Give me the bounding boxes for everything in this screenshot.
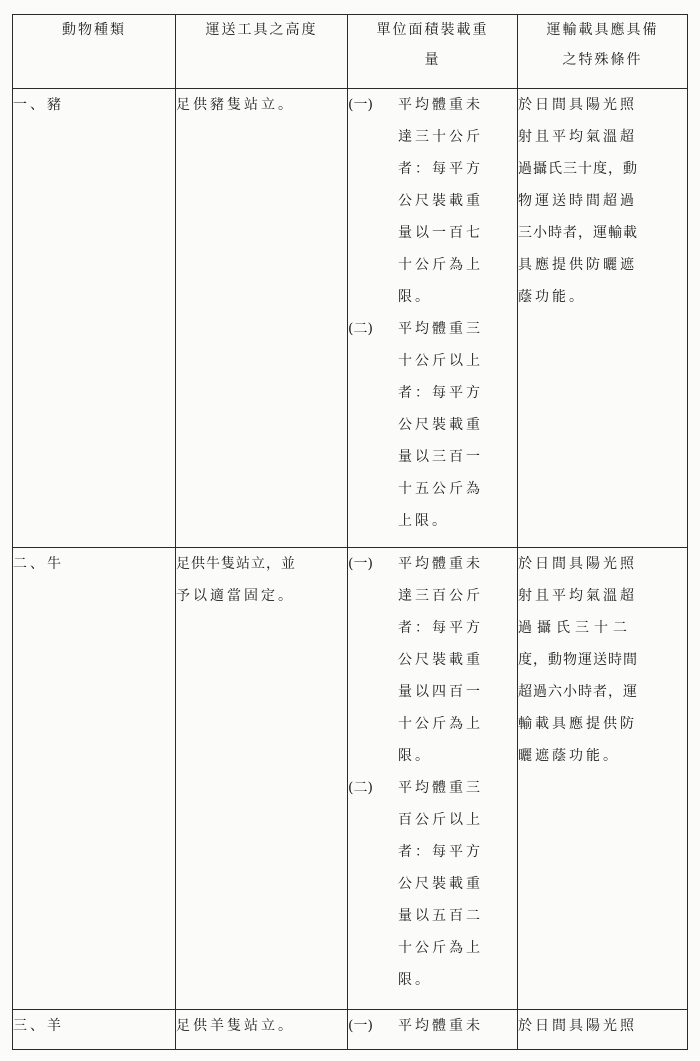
load-item: (一) 平均體重未 達三十公斤 者：每平方 公尺裝載重 量以一百七 十公斤為上 限。 — [348, 97, 483, 305]
animal-cell-sheep: 三、羊 — [13, 1010, 176, 1050]
animal-cell-cattle: 二、牛 — [13, 548, 176, 1010]
height-cell-cattle: 足供牛隻站立，並 予以適當固定。 — [176, 548, 348, 1010]
header-special-conditions: 運輸載具應具備 之特殊條件 — [518, 15, 688, 89]
table-row — [13, 1010, 688, 1050]
table-row — [13, 89, 688, 548]
conditions-cell-pig: 於日間具陽光照 射且平均氣溫超 過攝氏三十度，動 物運送時間超過 三小時者，運輸載 具應提供防曬遮 蔭功能。 — [518, 89, 688, 548]
load-cell-cattle — [348, 548, 518, 1010]
conditions-cell-cattle: 於日間具陽光照 射且平均氣溫超 過攝氏三十二 度，動物運送時間 超過六小時者，運 輸載具應提供防 曬遮蔭功能。 — [518, 548, 688, 1010]
load-item: (二) 平均體重三 百公斤以上 者：每平方 公尺裝載重 量以五百二 十公斤為上 限。 — [348, 780, 483, 988]
animal-cell-pig: 一、豬 — [13, 89, 176, 548]
header-animal-type: 動物種類 — [13, 15, 176, 89]
height-cell-sheep: 足供羊隻站立。 — [176, 1010, 348, 1050]
transport-standards-table — [12, 14, 688, 1050]
table-row — [13, 548, 688, 1010]
conditions-cell-sheep: 於日間具陽光照 — [518, 1010, 688, 1050]
header-load-per-area: 單位面積裝載重 量 — [348, 15, 518, 89]
header-vehicle-height: 運送工具之高度 — [176, 15, 348, 89]
table-header-row — [13, 15, 688, 89]
load-item: (一) 平均體重未 達三百公斤 者：每平方 公尺裝載重 量以四百一 十公斤為上 限。 — [348, 556, 483, 764]
height-cell-pig: 足供豬隻站立。 — [176, 89, 348, 548]
load-cell-pig — [348, 89, 518, 548]
load-item: (一) 平均體重未 — [348, 1018, 483, 1034]
load-cell-sheep — [348, 1010, 518, 1050]
load-item: (二) 平均體重三 十公斤以上 者：每平方 公尺裝載重 量以三百一 十五公斤為 上限。 — [348, 321, 483, 529]
